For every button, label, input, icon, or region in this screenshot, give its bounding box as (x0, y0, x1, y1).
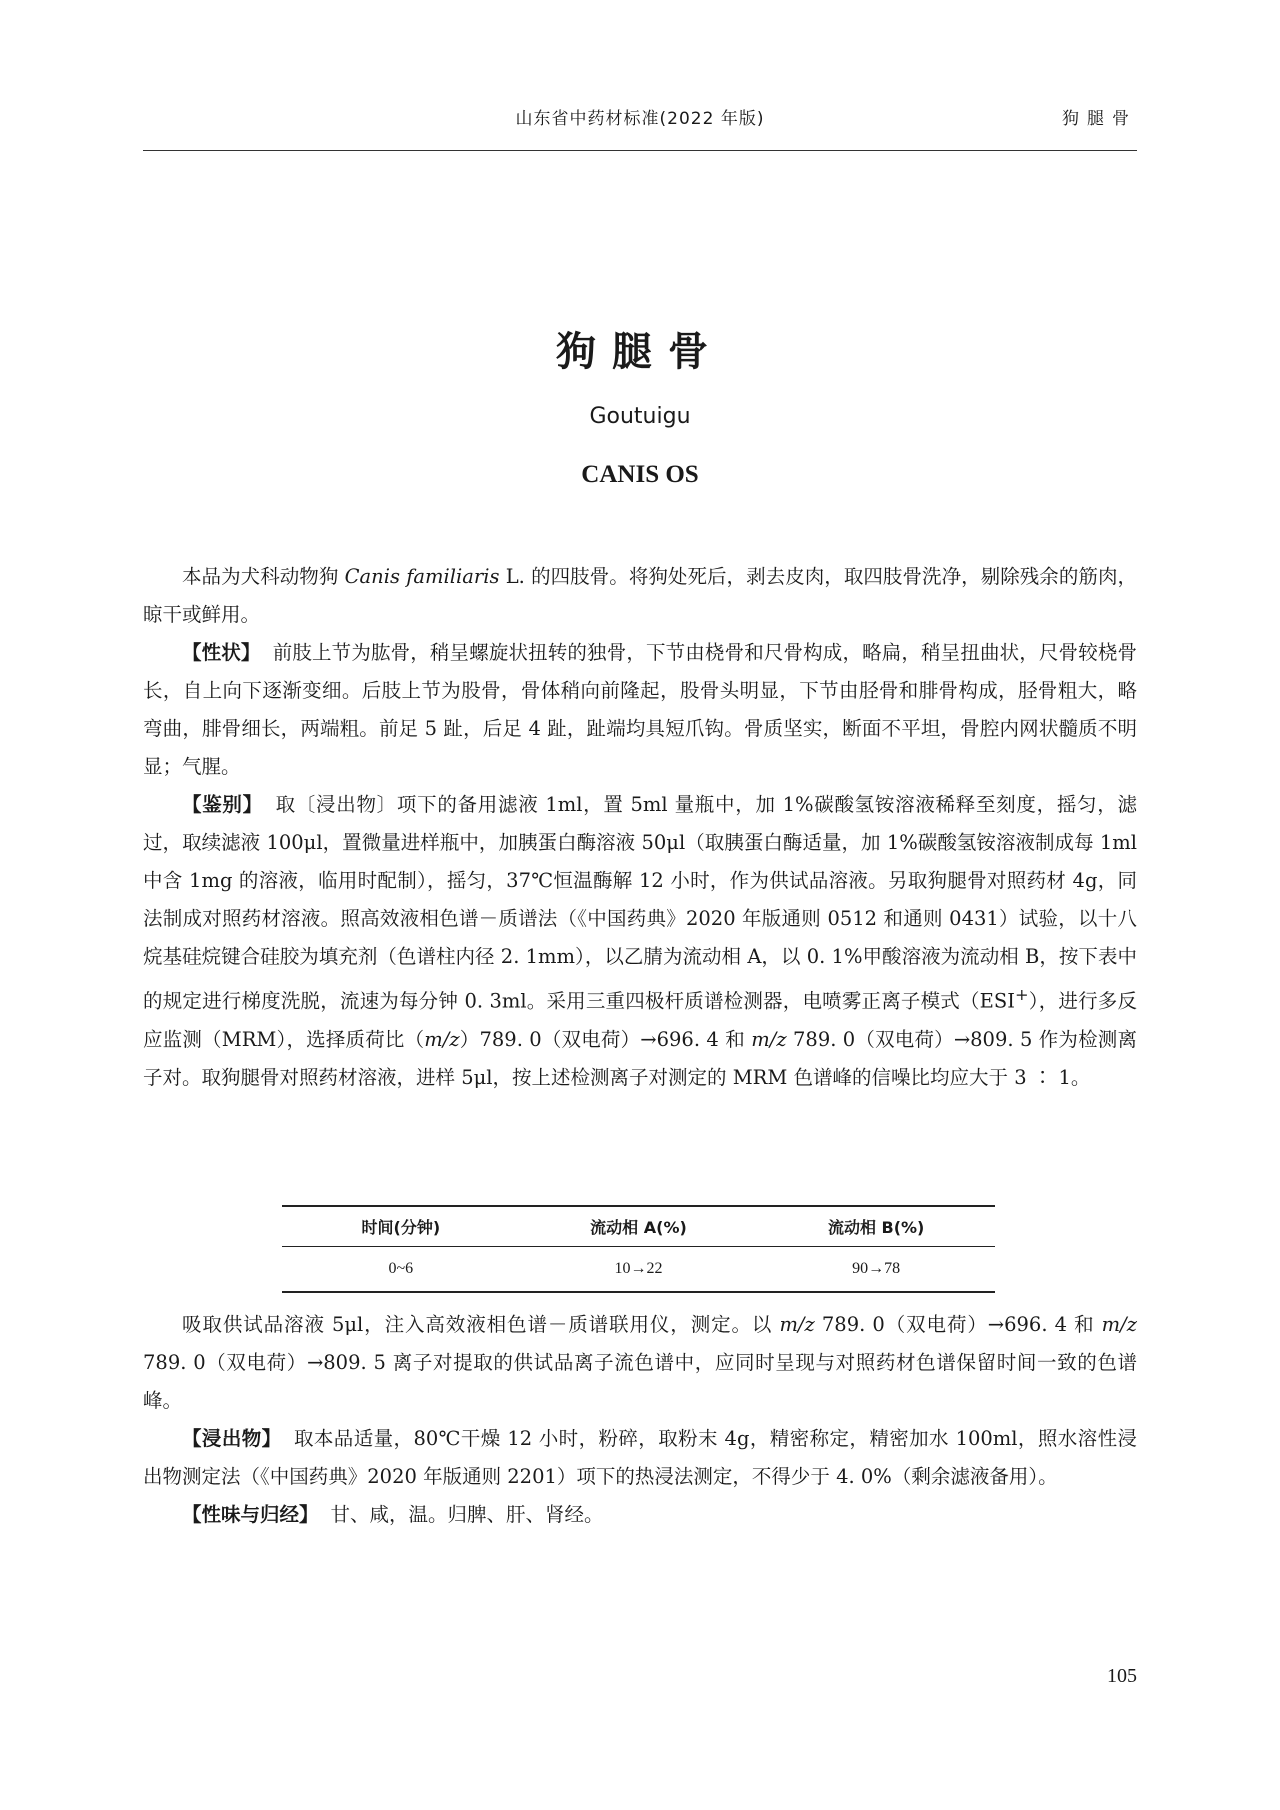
entry-title-chinese: 狗腿骨 (556, 329, 724, 375)
table-cell-phase-a: 10→22 (614, 1260, 663, 1277)
running-header (0, 104, 1280, 134)
entry-title-pinyin: Goutuigu (589, 404, 691, 429)
latin-species-name: Canis familiaris (344, 565, 500, 588)
nature-label: 【性味与归经】 (182, 1503, 319, 1526)
extract-text: 取本品适量，80℃干燥 12 小时，粉碎，取粉末 4g，精密称定，精密加水 100ml，照水溶性浸出物测定法（《中国药典》2020 年版通则 2201）项下的热浸法测定，不得少于 4. 0%（剩余滤液备用）。 (143, 1427, 1137, 1488)
table-header-time: 时间(分钟) (361, 1218, 441, 1237)
identification-text-4: 789. 0（双电荷）→809. 5 作为检测离子对。取狗腿骨对照药材溶液，进样 5μl，按上述检测离子对测定的 MRM 色谱峰的信噪比均应大于 3 ∶ 1。 (143, 1027, 1137, 1089)
after-table-text-1: 吸取供试品溶液 5μl，注入高效液相色谱－质谱联用仪，测定。以 (182, 1313, 780, 1336)
identification-paragraph (143, 786, 1137, 1097)
table-cell-time: 0~6 (388, 1260, 414, 1277)
gradient-table-wrapper (282, 1205, 995, 1293)
description-label: 【性状】 (182, 641, 261, 664)
mz-symbol: m/z (751, 1027, 787, 1051)
gradient-table (282, 1205, 995, 1293)
header-book-title: 山东省中药材标准(2022 年版) (515, 109, 765, 129)
mz-symbol: m/z (779, 1313, 815, 1336)
identification-text-2: ），进行多反应监测（MRM），选择质荷比（ (143, 989, 1137, 1051)
esi-superscript: + (1014, 985, 1029, 1004)
extract-label: 【浸出物】 (182, 1427, 282, 1450)
extract-paragraph (143, 1420, 1137, 1496)
mz-symbol: m/z (424, 1027, 460, 1051)
intro-paragraph (143, 558, 1137, 634)
table-row (282, 1247, 995, 1293)
body-text-upper (143, 558, 1137, 1097)
description-text: 前肢上节为肱骨，稍呈螺旋状扭转的独骨，下节由桡骨和尺骨构成，略扁，稍呈扭曲状，尺骨较桡骨长，自上向下逐渐变细。后肢上节为股骨，骨体稍向前隆起，股骨头明显，下节由胫骨和腓骨构成，胫骨粗大，略弯曲，腓骨细长，两端粗。前足 5 趾，后足 4 趾，趾端均具短爪钩。骨质坚实，断面不平坦，骨腔内网状髓质不明显；气腥。 (143, 641, 1137, 778)
nature-paragraph (143, 1496, 1137, 1534)
after-table-text-2: 789. 0（双电荷）→696. 4 和 (814, 1313, 1102, 1336)
identification-label: 【鉴别】 (182, 793, 263, 816)
table-header-phase-a: 流动相 A(%) (590, 1218, 687, 1237)
identification-text-3: ）789. 0（双电荷）→696. 4 和 (459, 1027, 752, 1051)
description-paragraph (143, 634, 1137, 786)
table-header-phase-b: 流动相 B(%) (827, 1218, 925, 1237)
intro-text-after: L. 的四肢骨。将狗处死后，剥去皮肉，取四肢骨洗净，剔除残余的筋肉，晾干或鲜用。 (143, 565, 1137, 626)
after-table-text-3: 789. 0（双电荷）→809. 5 离子对提取的供试品离子流色谱中，应同时呈现与对照药材色谱保留时间一致的色谱峰。 (143, 1351, 1137, 1412)
after-table-paragraph (143, 1306, 1137, 1420)
table-cell-phase-b: 90→78 (852, 1260, 901, 1277)
entry-title-latin: CANIS OS (581, 461, 699, 488)
body-text-lower (143, 1306, 1137, 1534)
table-header-row (282, 1206, 995, 1247)
identification-text-1: 取〔浸出物〕项下的备用滤液 1ml，置 5ml 量瓶中，加 1%碳酸氢铵溶液稀释至刻度，摇匀，滤过，取续滤液 100μl，置微量进样瓶中，加胰蛋白酶溶液 50μl（取胰蛋白酶适量，加 1%碳酸氢铵溶液制成每 1ml 中含 1mg 的溶液，临用时配制），摇匀，37℃恒温酶解 12 小时，作为供试品溶液。另取狗腿骨对照药材 4g，同法制成对照药材溶液。照高效液相色谱－质谱法（《中国药典》2020 年版通则 0512 和通则 0431）试验，以十八烷基硅烷键合硅胶为填充剂（色谱柱内径 2. 1mm），以乙腈为流动相 A，以 0. 1%甲酸溶液为流动相 B，按下表中的规定进行梯度洗脱，流速为每分钟 0. 3ml。采用三重四极杆质谱检测器，电喷雾正离子模式（ESI (143, 793, 1137, 1013)
intro-text-before: 本品为犬科动物狗 (182, 565, 345, 588)
page-number: 105 (1107, 1665, 1137, 1687)
header-entry-name: 狗腿骨 (1062, 109, 1137, 129)
header-rule (143, 150, 1137, 151)
mz-symbol: m/z (1101, 1313, 1137, 1336)
nature-text: 甘、咸，温。归脾、肝、肾经。 (330, 1503, 604, 1526)
